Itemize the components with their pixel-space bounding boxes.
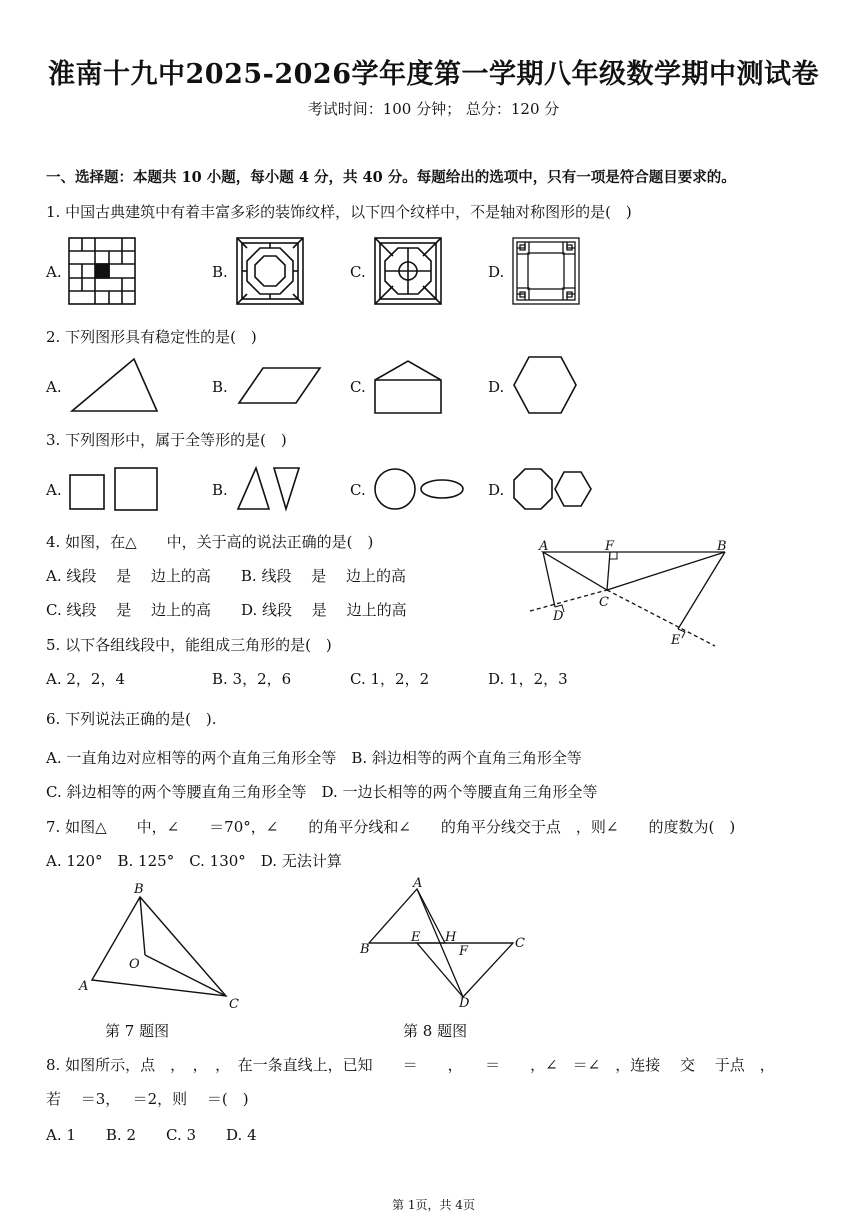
exam-info: 考试时间：100 分钟； 总分：120 分	[307, 100, 560, 118]
q5-option-b: B. 3，2，6	[212, 670, 292, 688]
page-title: 淮南十九中2025-2026学年度第一学期八年级数学期中测试卷	[48, 59, 819, 90]
q8-figure	[355, 877, 535, 1009]
q3-two-squares	[68, 466, 160, 512]
q3-option-c: C.	[350, 481, 366, 499]
q2-stem: 2. 下列图形具有稳定性的是( )	[46, 328, 257, 346]
q6-options-line2: C. 斜边相等的两个等腰直角三角形全等 D. 一边长相等的两个等腰直角三角形全等	[46, 783, 598, 801]
q4-stem: 4. 如图，在△ 中，关于高的说法正确的是( )	[46, 533, 374, 551]
q2-pentagon-house	[373, 358, 443, 416]
q3-circle-ellipse	[373, 466, 465, 512]
q4-label-d: D	[553, 609, 564, 624]
q3-two-triangles	[236, 466, 302, 512]
q4-options-line1: A. 线段 是 边上的高 B. 线段 是 边上的高	[46, 567, 407, 585]
q4-label-e: E	[671, 633, 681, 648]
q2-hexagon	[512, 355, 578, 415]
q3-octagon-hexagon	[511, 466, 595, 512]
q3-option-d: D.	[488, 481, 505, 499]
q1-option-d: D.	[488, 263, 505, 281]
q4-label-b: B	[717, 539, 727, 554]
q8-label-b: B	[360, 942, 370, 957]
q8-label-f: F	[459, 944, 469, 959]
q5-option-a: A. 2，2，4	[46, 670, 125, 688]
q4-label-a: A	[539, 539, 549, 554]
q3-option-b: B.	[212, 481, 228, 499]
q7-figure-caption: 第 7 题图	[105, 1022, 170, 1040]
q8-stem-line2: 若 ＝3， ＝2，则 ＝( )	[46, 1090, 249, 1108]
q7-label-c: C	[229, 997, 239, 1012]
q4-label-f: F	[605, 539, 615, 554]
q8-label-a: A	[413, 876, 423, 891]
q7-stem: 7. 如图△ 中，∠ ＝70°，∠ 的角平分线和∠ 的角平分线交于点 ，则∠ 的度数为( )	[46, 818, 736, 836]
q1-pattern-a	[67, 236, 137, 306]
q2-option-b: B.	[212, 378, 228, 396]
q3-stem: 3. 下列图形中，属于全等形的是( )	[46, 431, 287, 449]
q1-pattern-b	[235, 236, 305, 306]
q8-figure-caption: 第 8 题图	[403, 1022, 468, 1040]
q2-option-c: C.	[350, 378, 366, 396]
q8-options: A. 1 B. 2 C. 3 D. 4	[46, 1126, 257, 1144]
q2-option-d: D.	[488, 378, 505, 396]
q7-label-b: B	[134, 882, 144, 897]
q8-label-c: C	[515, 936, 525, 951]
q7-figure	[76, 880, 256, 1015]
q4-label-c: C	[599, 595, 609, 610]
q5-stem: 5. 以下各组线段中，能组成三角形的是( )	[46, 636, 332, 654]
q5-option-d: D. 1，2，3	[488, 670, 568, 688]
q1-option-b: B.	[212, 263, 228, 281]
q1-stem: 1. 中国古典建筑中有着丰富多彩的装饰纹样，以下四个纹样中，不是轴对称图形的是( )	[46, 203, 632, 221]
q4-figure	[525, 536, 725, 652]
q8-stem: 8. 如图所示，点 ， ， ， 在一条直线上，已知 ＝ ， ＝ ，∠ ＝∠ ，连接 交 于点 ，	[46, 1056, 775, 1074]
section-heading: 一、选择题：本题共 10 小题，每小题 4 分，共 40 分。每题给出的选项中，只有一项是符合题目要求的。	[46, 169, 736, 186]
q1-option-c: C.	[350, 263, 366, 281]
q6-options-line1: A. 一直角边对应相等的两个直角三角形全等 B. 斜边相等的两个直角三角形全等	[46, 749, 582, 767]
q2-parallelogram	[237, 366, 323, 406]
q8-label-d: D	[459, 996, 470, 1011]
q1-pattern-d	[511, 236, 581, 306]
q8-label-e: E	[411, 930, 421, 945]
q1-option-a: A.	[46, 263, 62, 281]
q5-option-c: C. 1，2，2	[350, 670, 430, 688]
q8-label-h: H	[445, 930, 457, 945]
q7-label-a: A	[79, 979, 89, 994]
q2-option-a: A.	[46, 378, 62, 396]
q4-options-line2: C. 线段 是 边上的高 D. 线段 是 边上的高	[46, 601, 407, 619]
q2-triangle	[70, 356, 160, 414]
q7-options: A. 120° B. 125° C. 130° D. 无法计算	[46, 852, 342, 870]
q3-option-a: A.	[46, 481, 62, 499]
q6-stem: 6. 下列说法正确的是( ).	[46, 710, 217, 728]
page-footer: 第 1页，共 4页	[392, 1198, 475, 1212]
q1-pattern-c	[373, 236, 443, 306]
q7-label-o: O	[129, 957, 140, 972]
